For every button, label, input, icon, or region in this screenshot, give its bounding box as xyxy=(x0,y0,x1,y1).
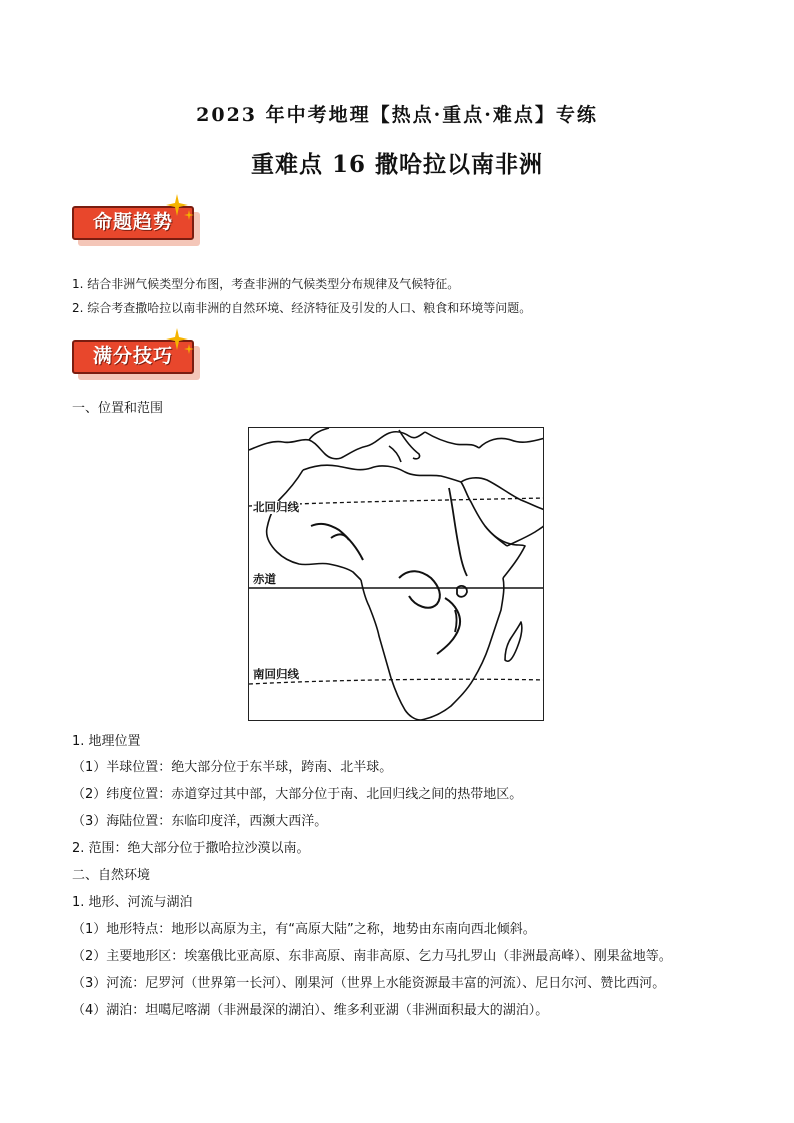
s1-item-1-1: （1）半球位置：绝大部分位于东半球，跨南、北半球。 xyxy=(72,760,393,775)
section-2-heading: 二、自然环境 xyxy=(72,868,151,883)
trend-section-badge xyxy=(72,206,202,246)
trend-item-1: 1. 结合非洲气候类型分布图，考查非洲的气候类型分布规律及气候特征。 xyxy=(72,277,460,291)
s2-item-1-1: （1）地形特点：地形以高原为主，有“高原大陆”之称，地势由东南向西北倾斜。 xyxy=(72,922,536,937)
sparkle-small-icon xyxy=(184,344,194,354)
s1-item-2: 2. 范围：绝大部分位于撒哈拉沙漠以南。 xyxy=(72,841,310,856)
trend-item-2: 2. 综合考查撒哈拉以南非洲的自然环境、经济特征及引发的人口、粮食和环境等问题。 xyxy=(72,301,532,315)
equator-label: 赤道 xyxy=(253,572,276,586)
tropic-of-cancer-label: 北回归线 xyxy=(253,500,299,514)
sparkle-small-icon xyxy=(184,210,194,220)
trend-badge-label: 命题趋势 xyxy=(92,211,173,233)
s2-item-1-4: （4）湖泊：坦噶尼喀湖（非洲最深的湖泊）、维多利亚湖（非洲面积最大的湖泊）。 xyxy=(72,1003,549,1018)
s2-item-1-3: （3）河流：尼罗河（世界第一长河）、刚果河（世界上水能资源最丰富的河流）、尼日尔河、赞比西河。 xyxy=(72,976,666,991)
s1-item-1-3: （3）海陆位置：东临印度洋，西濒大西洋。 xyxy=(72,814,328,829)
tropic-of-capricorn-label: 南回归线 xyxy=(253,667,299,681)
africa-outline-map xyxy=(248,427,544,721)
document-title: 2023 年中考地理【热点·重点·难点】专练 xyxy=(196,104,598,126)
section-1-heading: 一、位置和范围 xyxy=(72,401,164,416)
s1-item-1: 1. 地理位置 xyxy=(72,734,141,749)
s1-item-1-2: （2）纬度位置：赤道穿过其中部，大部分位于南、北回归线之间的热带地区。 xyxy=(72,787,523,802)
s2-item-1: 1. 地形、河流与湖泊 xyxy=(72,895,193,910)
document-subtitle: 重难点 16 撒哈拉以南非洲 xyxy=(250,151,544,178)
tips-badge-label: 满分技巧 xyxy=(92,345,173,367)
tips-section-badge xyxy=(72,340,202,380)
s2-item-1-2: （2）主要地形区：埃塞俄比亚高原、东非高原、南非高原、乞力马扎罗山（非洲最高峰）、刚果盆地等。 xyxy=(72,949,672,964)
